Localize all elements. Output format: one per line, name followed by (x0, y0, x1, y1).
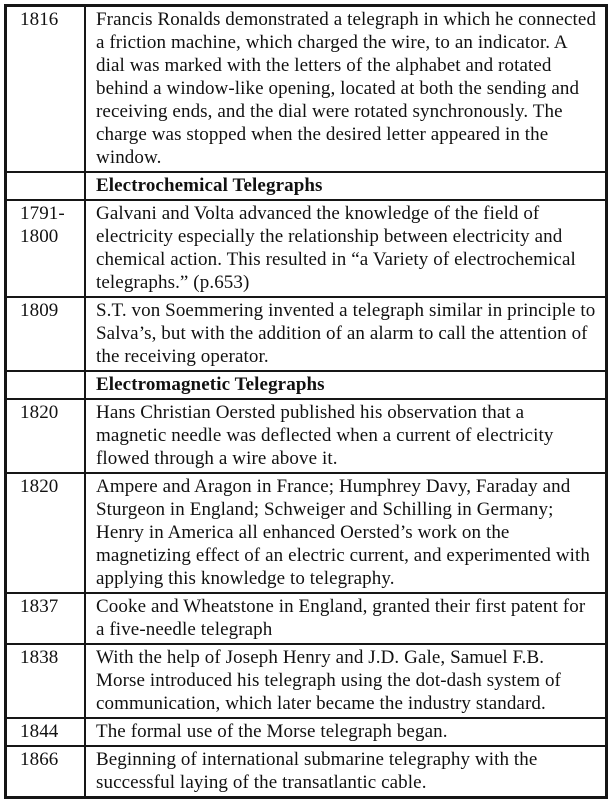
year-cell: 1791-1800 (6, 200, 86, 297)
description-cell: Hans Christian Oersted published his observation that a magnetic needle was deflected when a current of electricity flowed through a wire above it. (85, 399, 607, 473)
table-row (6, 200, 607, 297)
description-cell: Francis Ronalds demonstrated a telegraph in which he connected a friction machine, which charged the wire, to an indicator. A dial was marked with the letters of the alphabet and rotated behind a window-like opening, located at both the sending and receiving ends, and the dial were rotated synchronously. The charge was stopped when the desired letter appeared in the window. (85, 6, 607, 173)
table-row (6, 6, 607, 173)
year-cell: 1820 (6, 399, 86, 473)
description-cell: Beginning of international submarine telegraphy with the successful laying of the transatlantic cable. (85, 746, 607, 798)
section-header-row (6, 371, 607, 399)
description-cell: Ampere and Aragon in France; Humphrey Davy, Faraday and Sturgeon in England; Schweiger and Schilling in Germany; Henry in America all enhanced Oersted’s work on the magnetizing effect of an electric current, and experimented with applying this knowledge to telegraphy. (85, 473, 607, 593)
table-row (6, 399, 607, 473)
year-cell: 1838 (6, 644, 86, 718)
table-row (6, 297, 607, 371)
year-cell: 1816 (6, 6, 86, 173)
section-header-row (6, 172, 607, 200)
description-cell: Cooke and Wheatstone in England, granted their first patent for a five-needle telegraph (85, 593, 607, 644)
year-cell: 1809 (6, 297, 86, 371)
year-cell (6, 371, 86, 399)
year-cell: 1837 (6, 593, 86, 644)
table-row (6, 746, 607, 798)
description-cell: Galvani and Volta advanced the knowledge of the field of electricity especially the relationship between electricity and chemical action. This resulted in “a Variety of electrochemical telegraphs.” (p.653) (85, 200, 607, 297)
year-cell: 1866 (6, 746, 86, 798)
year-cell: 1844 (6, 718, 86, 746)
section-header-label: Electrochemical Telegraphs (85, 172, 607, 200)
table-row (6, 644, 607, 718)
table-row (6, 593, 607, 644)
year-cell: 1820 (6, 473, 86, 593)
year-cell (6, 172, 86, 200)
table-row (6, 718, 607, 746)
description-cell: S.T. von Soemmering invented a telegraph similar in principle to Salva’s, but with the addition of an alarm to call the attention of the receiving operator. (85, 297, 607, 371)
description-cell: The formal use of the Morse telegraph began. (85, 718, 607, 746)
table-row (6, 473, 607, 593)
telegraph-timeline-table (4, 4, 608, 799)
description-cell: With the help of Joseph Henry and J.D. Gale, Samuel F.B. Morse introduced his telegraph using the dot-dash system of communication, which later became the industry standard. (85, 644, 607, 718)
section-header-label: Electromagnetic Telegraphs (85, 371, 607, 399)
